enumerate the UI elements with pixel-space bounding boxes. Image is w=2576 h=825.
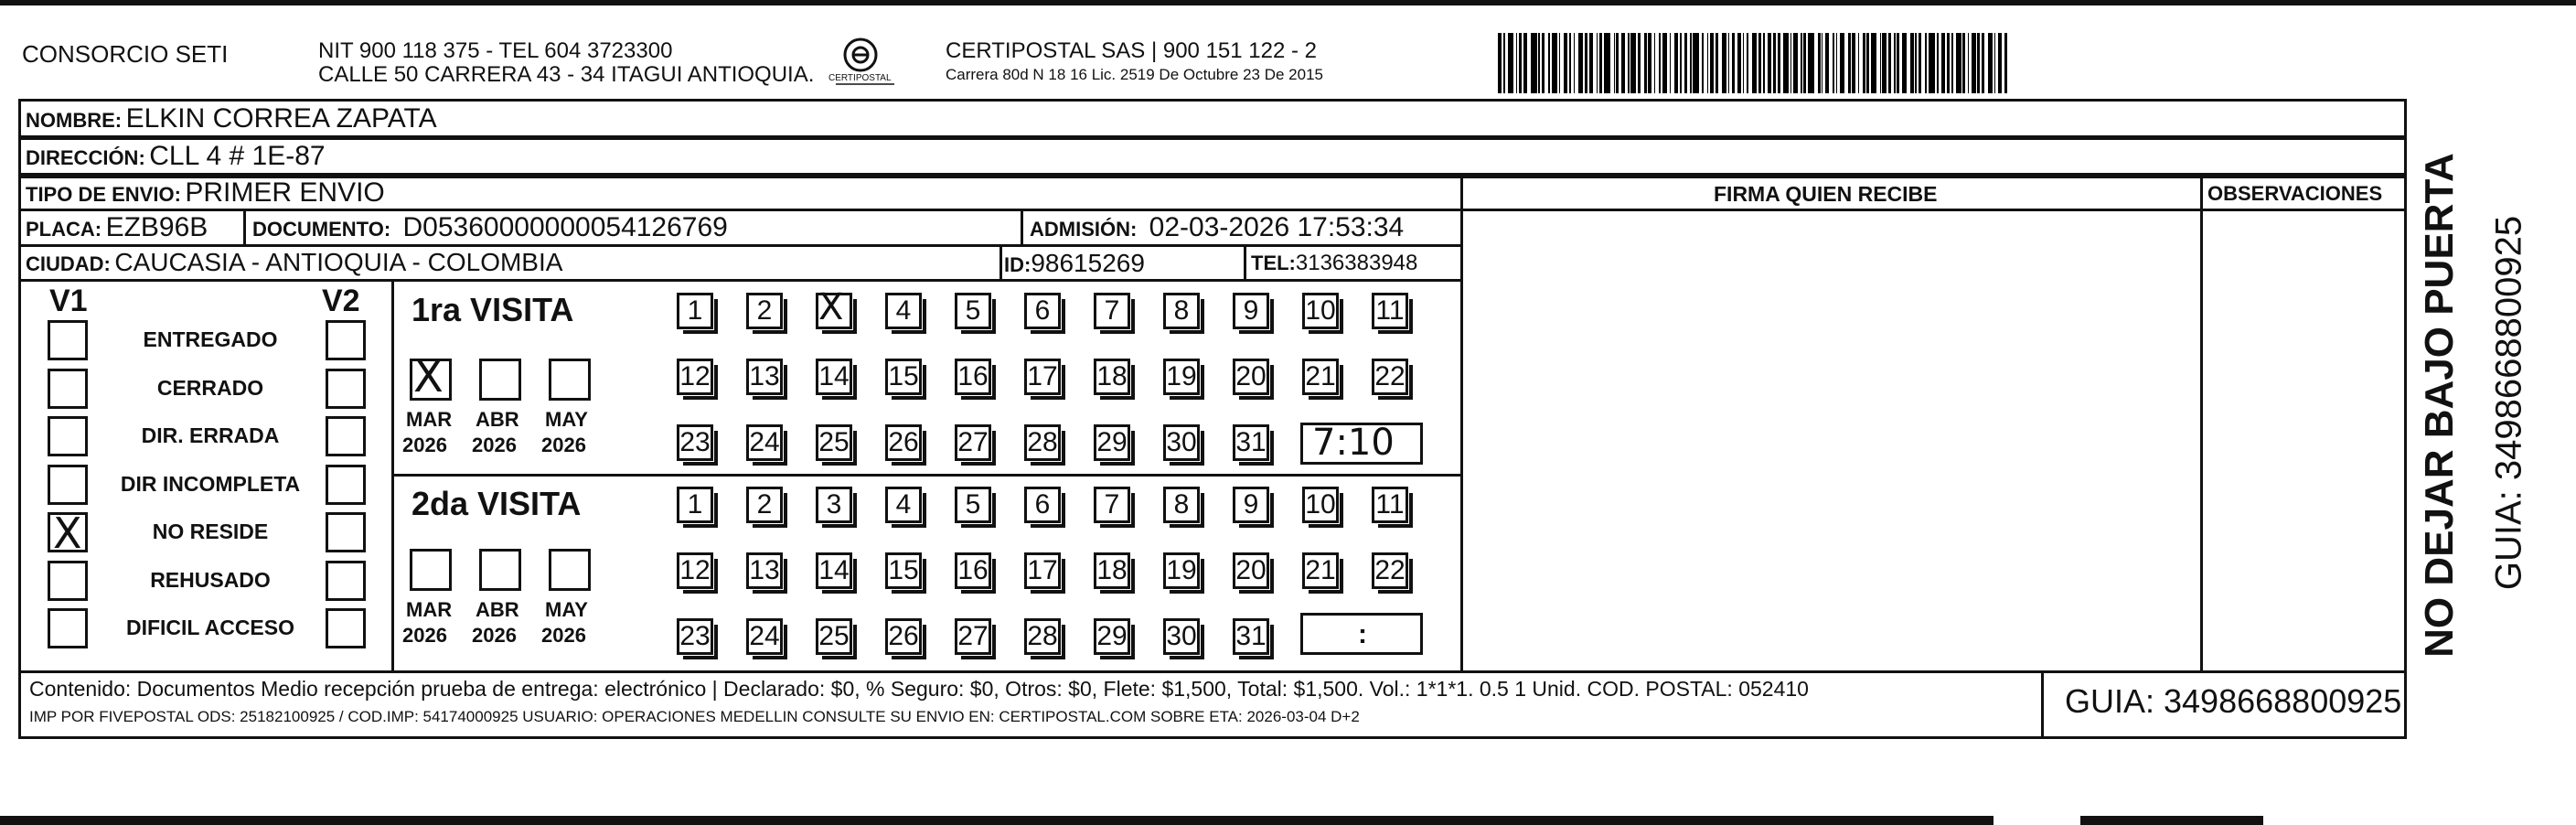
second-month-label: ABR [476, 598, 519, 621]
first-day-19: 19 [1163, 359, 1200, 395]
certipostal-logo [828, 35, 902, 91]
first-day-30: 30 [1163, 424, 1200, 461]
documento-field: DOCUMENTO: D05360000000054126769 [252, 212, 728, 242]
second-day-22: 22 [1372, 552, 1408, 589]
v1-header: V1 [49, 284, 88, 318]
bottom-edge [0, 816, 1993, 825]
status-option-label: NO RESIDE [152, 520, 269, 543]
second-day-23: 23 [677, 618, 713, 655]
first-visit-title: 1ra VISITA [412, 291, 574, 328]
second-day-10: 10 [1302, 487, 1339, 523]
first-day-29: 29 [1094, 424, 1130, 461]
first-day-22: 22 [1372, 359, 1408, 395]
second-day-29: 29 [1094, 618, 1130, 655]
second-day-19: 19 [1163, 552, 1200, 589]
first-day-2: 2 [746, 293, 783, 329]
second-day-14: 14 [816, 552, 852, 589]
second-day-21: 21 [1302, 552, 1339, 589]
tipo-envio-field: TIPO DE ENVIO: PRIMER ENVIO [26, 177, 385, 208]
first-day-23: 23 [677, 424, 713, 461]
first-day-11: 11 [1372, 293, 1408, 329]
second-day-6: 6 [1024, 487, 1061, 523]
first-day-14: 14 [816, 359, 852, 395]
first-day-10: 10 [1302, 293, 1339, 329]
certipostal-line: CERTIPOSTAL SAS | 900 151 122 - 2 [946, 38, 1317, 63]
second-day-26: 26 [885, 618, 922, 655]
first-day-13: 13 [746, 359, 783, 395]
first-month-box-may [549, 359, 591, 401]
first-month-box-abr [479, 359, 521, 401]
second-month-box-may [549, 549, 591, 591]
first-day-18: 18 [1094, 359, 1130, 395]
first-year-label: 2026 [402, 434, 447, 456]
status-option-label: DIR INCOMPLETA [120, 471, 301, 496]
first-day-5: 5 [955, 293, 991, 329]
admision-field: ADMISIÓN: 02-03-2026 17:53:34 [1030, 212, 1405, 242]
observaciones-header: OBSERVACIONES [2207, 182, 2383, 205]
first-day-4: 4 [885, 293, 922, 329]
first-month-label: ABR [476, 408, 519, 431]
status-option-label: DIR. ERRADA [141, 423, 280, 447]
first-visit-time: 7:10 [1312, 422, 1395, 464]
second-day-28: 28 [1024, 618, 1061, 655]
second-day-8: 8 [1163, 487, 1200, 523]
second-day-20: 20 [1233, 552, 1269, 589]
placa-value: EZB96B [105, 212, 208, 242]
first-year-label: 2026 [541, 434, 586, 456]
top-edge [0, 0, 2576, 5]
first-month-mark: X [413, 351, 444, 402]
tel-field: TEL:3136383948 [1251, 251, 1418, 275]
second-visit-time-box [1300, 613, 1423, 655]
second-day-3: 3 [816, 487, 852, 523]
v1-mark: X [53, 509, 82, 558]
first-month-label: MAY [545, 408, 588, 431]
first-visit-time-box [1300, 423, 1423, 465]
first-day-20: 20 [1233, 359, 1269, 395]
first-day-7: 7 [1094, 293, 1130, 329]
second-day-15: 15 [885, 552, 922, 589]
direccion-field: DIRECCIÓN: CLL 4 # 1E-87 [26, 141, 326, 171]
second-day-1: 1 [677, 487, 713, 523]
second-day-25: 25 [816, 618, 852, 655]
second-year-label: 2026 [472, 624, 517, 647]
direccion-value: CLL 4 # 1E-87 [149, 141, 326, 171]
id-field: ID:98615269 [1004, 249, 1145, 277]
second-month-box-mar [410, 549, 452, 591]
second-month-box-abr [479, 549, 521, 591]
second-day-16: 16 [955, 552, 991, 589]
first-day-25: 25 [816, 424, 852, 461]
v2-header: V2 [322, 284, 360, 318]
second-day-18: 18 [1094, 552, 1130, 589]
first-day-27: 27 [955, 424, 991, 461]
first-day-31: 31 [1233, 424, 1269, 461]
bottom-edge-right [2080, 816, 2263, 825]
side-guia: GUIA: 3498668800925 [2488, 215, 2529, 591]
nombre-value: ELKIN CORREA ZAPATA [125, 103, 437, 134]
contenido-line: Contenido: Documentos Medio recepción prueba de entrega: electrónico | Declarado: $0, % Seguro: $0, Otros: $0, Flete: $1,500, Total: $1,500. Vol.: 1*1*1. 0.5 1 Unid. COD. POSTAL: 052410 [29, 677, 1809, 701]
second-month-label: MAR [406, 598, 453, 621]
second-day-5: 5 [955, 487, 991, 523]
ciudad-field: CIUDAD: CAUCASIA - ANTIOQUIA - COLOMBIA [26, 248, 563, 276]
first-day-24: 24 [746, 424, 783, 461]
second-day-9: 9 [1233, 487, 1269, 523]
first-day-9: 9 [1233, 293, 1269, 329]
second-day-17: 17 [1024, 552, 1061, 589]
second-day-30: 30 [1163, 618, 1200, 655]
second-day-12: 12 [677, 552, 713, 589]
footer-guia: GUIA: 3498668800925 [2065, 682, 2402, 720]
logo-text: CERTIPOSTAL [828, 73, 892, 83]
first-day-21: 21 [1302, 359, 1339, 395]
firma-header: FIRMA QUIEN RECIBE [1714, 182, 1938, 206]
admision-value: 02-03-2026 17:53:34 [1149, 212, 1405, 242]
first-day-15: 15 [885, 359, 922, 395]
tel-value: 3136383948 [1295, 251, 1418, 275]
first-day-6: 6 [1024, 293, 1061, 329]
address-line: CALLE 50 CARRERA 43 - 34 ITAGUI ANTIOQUIA. [318, 62, 815, 87]
second-day-31: 31 [1233, 618, 1269, 655]
tipo-envio-value: PRIMER ENVIO [185, 177, 385, 208]
first-month-label: MAR [406, 408, 453, 431]
imp-line: IMP POR FIVEPOSTAL ODS: 25182100925 / COD.IMP: 54174000925 USUARIO: OPERACIONES MEDELLIN CONSULTE SU ENVIO EN: CERTIPOSTAL.COM SOBRE ETA: 2026-03-04 D+2 [29, 708, 1360, 725]
company-name: CONSORCIO SETI [22, 40, 229, 68]
second-day-24: 24 [746, 618, 783, 655]
second-year-label: 2026 [541, 624, 586, 647]
second-year-label: 2026 [402, 624, 447, 647]
placa-field: PLACA: EZB96B [26, 212, 208, 242]
first-day-3 [816, 286, 852, 329]
barcode [1498, 33, 2228, 93]
id-value: 98615269 [1031, 249, 1145, 277]
no-dejar-bajo-puerta: NO DEJAR BAJO PUERTA [2417, 153, 2462, 658]
status-option-label: REHUSADO [150, 567, 271, 592]
first-day-1: 1 [677, 293, 713, 329]
first-day-17: 17 [1024, 359, 1061, 395]
license-line: Carrera 80d N 18 16 Lic. 2519 De Octubre 23 De 2015 [946, 66, 1323, 83]
second-day-4: 4 [885, 487, 922, 523]
first-day-16: 16 [955, 359, 991, 395]
first-year-label: 2026 [472, 434, 517, 456]
second-day-2: 2 [746, 487, 783, 523]
first-day-8: 8 [1163, 293, 1200, 329]
nombre-field: NOMBRE: ELKIN CORREA ZAPATA [26, 103, 437, 134]
second-day-11: 11 [1372, 487, 1408, 523]
documento-value: D05360000000054126769 [402, 212, 728, 242]
ciudad-value: CAUCASIA - ANTIOQUIA - COLOMBIA [114, 248, 563, 276]
status-option-label: ENTREGADO [143, 327, 278, 351]
second-visit-title: 2da VISITA [412, 485, 582, 522]
second-day-7: 7 [1094, 487, 1130, 523]
second-day-13: 13 [746, 552, 783, 589]
second-month-label: MAY [545, 598, 588, 621]
status-option-label: DIFICIL ACCESO [125, 616, 294, 639]
first-day-26: 26 [885, 424, 922, 461]
status-option-label: CERRADO [156, 375, 264, 400]
first-day-mark: X [818, 286, 844, 328]
first-day-28: 28 [1024, 424, 1061, 461]
first-day-12: 12 [677, 359, 713, 395]
second-day-27: 27 [955, 618, 991, 655]
second-visit-time: : [1358, 619, 1367, 649]
nit-line: NIT 900 118 375 - TEL 604 3723300 [318, 38, 673, 63]
